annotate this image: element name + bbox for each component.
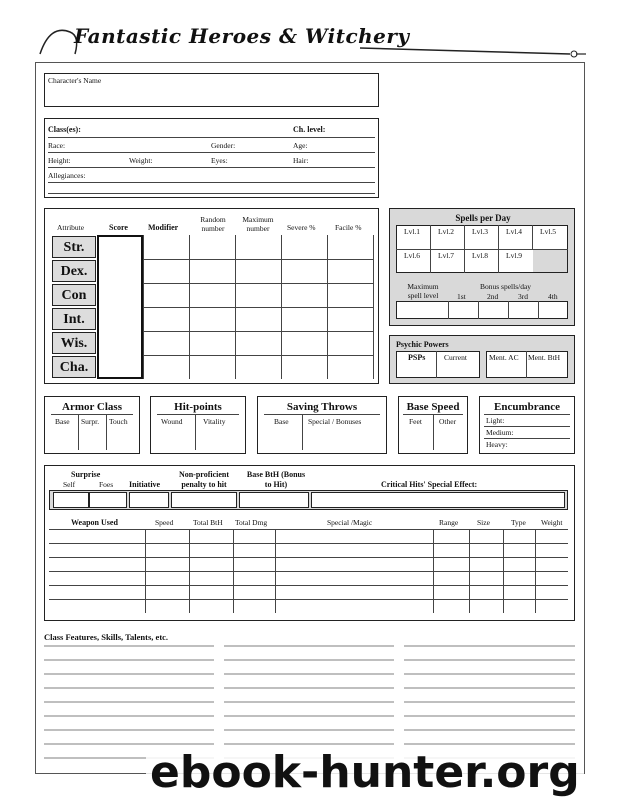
- eyes-label: Eyes:: [211, 156, 228, 165]
- attr-header-facile: Facile %: [335, 223, 362, 232]
- speed-title: Base Speed: [406, 401, 460, 413]
- psychic-box: [389, 335, 575, 384]
- saving-throws-box[interactable]: [257, 396, 387, 454]
- allegiances-label: Allegiances:: [48, 171, 86, 180]
- enc-light: Light:: [486, 416, 505, 425]
- crit-label: Critical Hits' Special Effect:: [381, 480, 478, 489]
- saves-special: Special / Bonuses: [308, 417, 362, 426]
- attr-header-modifier: Modifier: [148, 223, 179, 232]
- bonus-1st: 1st: [457, 292, 466, 301]
- base-speed-box[interactable]: [398, 396, 468, 454]
- armor-class-box[interactable]: [44, 396, 140, 454]
- race-label: Race:: [48, 141, 66, 150]
- ment-ac-label: Ment. AC: [489, 353, 519, 362]
- spell-lvl4: Lvl.4: [506, 227, 523, 236]
- surprise-self: Self: [63, 480, 76, 489]
- chlevel-label: Ch. level:: [293, 125, 326, 134]
- bonus-2nd: 2nd: [487, 292, 499, 301]
- weapon-special-header: Special /Magic: [327, 518, 373, 527]
- bonus-spells-label: Bonus spells/day: [480, 282, 532, 291]
- spell-lvl2: Lvl.2: [438, 227, 455, 236]
- hitpoints-title: Hit-points: [174, 401, 222, 413]
- attr-wis: Wis.: [52, 332, 96, 354]
- initiative-label: Initiative: [129, 480, 161, 489]
- ment-bth-label: Ment. BtH: [528, 353, 561, 362]
- encumbrance-box[interactable]: [479, 396, 575, 454]
- spell-lvl6: Lvl.6: [404, 251, 421, 260]
- armor-touch: Touch: [109, 417, 128, 426]
- height-label: Height:: [48, 156, 71, 165]
- armor-surpr: Surpr.: [81, 417, 100, 426]
- bonus-3rd: 3rd: [518, 292, 528, 301]
- weapon-range-header: Range: [439, 518, 459, 527]
- bonus-4th: 4th: [548, 292, 558, 301]
- weight-label: Weight:: [129, 156, 153, 165]
- attr-int: Int.: [52, 308, 96, 330]
- spells-box: [389, 208, 575, 326]
- weapon-totaldmg-header: Total Dmg: [235, 518, 268, 527]
- speed-feet: Feet: [409, 417, 422, 426]
- sheet-title: Fantastic Heroes & Witchery: [74, 24, 410, 48]
- weapon-type-header: Type: [511, 518, 526, 527]
- spell-lvl7: Lvl.7: [438, 251, 455, 260]
- speed-other: Other: [439, 417, 457, 426]
- spell-lvl9: Lvl.9: [506, 251, 523, 260]
- basebth-label: Base BtH (Bonus to Hit): [246, 470, 306, 489]
- gender-label: Gender:: [211, 141, 236, 150]
- weapon-used-header: Weapon Used: [71, 518, 118, 527]
- max-spell-level-label: Maximum spell level: [407, 282, 439, 300]
- character-name-label: Character's Name: [48, 76, 102, 85]
- encumbrance-title: Encumbrance: [494, 401, 560, 413]
- attr-header-attribute: Attribute: [57, 223, 85, 232]
- attr-header-severe: Severe %: [287, 223, 316, 232]
- enc-heavy: Heavy:: [486, 440, 508, 449]
- attr-header-score: Score: [109, 223, 128, 232]
- saves-base: Base: [274, 417, 289, 426]
- class-label: Class(es):: [48, 125, 81, 134]
- spell-lvl8: Lvl.8: [472, 251, 489, 260]
- spell-lvl1: Lvl.1: [404, 227, 421, 236]
- psychic-title: Psychic Powers: [396, 340, 449, 349]
- hair-label: Hair:: [293, 156, 309, 165]
- spells-title: Spells per Day: [455, 213, 511, 223]
- attr-str: Str.: [52, 236, 96, 258]
- identity-box: [44, 118, 379, 198]
- attr-con: Con: [52, 284, 96, 306]
- saves-title: Saving Throws: [286, 401, 358, 413]
- surprise-foes: Foes: [99, 480, 114, 489]
- hp-wound: Wound: [161, 417, 183, 426]
- psps-label: PSPs: [408, 353, 426, 362]
- armor-title: Armor Class: [62, 401, 122, 413]
- attr-header-random: Random number: [200, 215, 226, 233]
- combat-box: [44, 465, 575, 621]
- features-title: Class Features, Skills, Talents, etc.: [44, 632, 169, 642]
- weapon-size-header: Size: [477, 518, 490, 527]
- weapon-speed-header: Speed: [155, 518, 174, 527]
- spell-lvl3: Lvl.3: [472, 227, 489, 236]
- attr-header-maximum: Maximum number: [242, 215, 274, 233]
- armor-base: Base: [55, 417, 70, 426]
- watermark: ebook-hunter.org: [146, 748, 584, 798]
- weapon-weight-header: Weight: [541, 518, 563, 527]
- header-banner: [30, 14, 590, 64]
- nonprof-label: Non-proficient penalty to hit: [178, 470, 230, 489]
- enc-medium: Medium:: [486, 428, 514, 437]
- weapon-totalbth-header: Total BtH: [193, 518, 223, 527]
- age-label: Age:: [293, 141, 308, 150]
- surprise-label: Surprise: [71, 470, 101, 479]
- hp-vitality: Vitality: [203, 417, 226, 426]
- attr-dex: Dex.: [52, 260, 96, 282]
- current-label: Current: [444, 353, 467, 362]
- attr-cha: Cha.: [52, 356, 96, 378]
- character-name-box[interactable]: [44, 73, 379, 107]
- hitpoints-box[interactable]: [150, 396, 246, 454]
- spell-lvl5: Lvl.5: [540, 227, 557, 236]
